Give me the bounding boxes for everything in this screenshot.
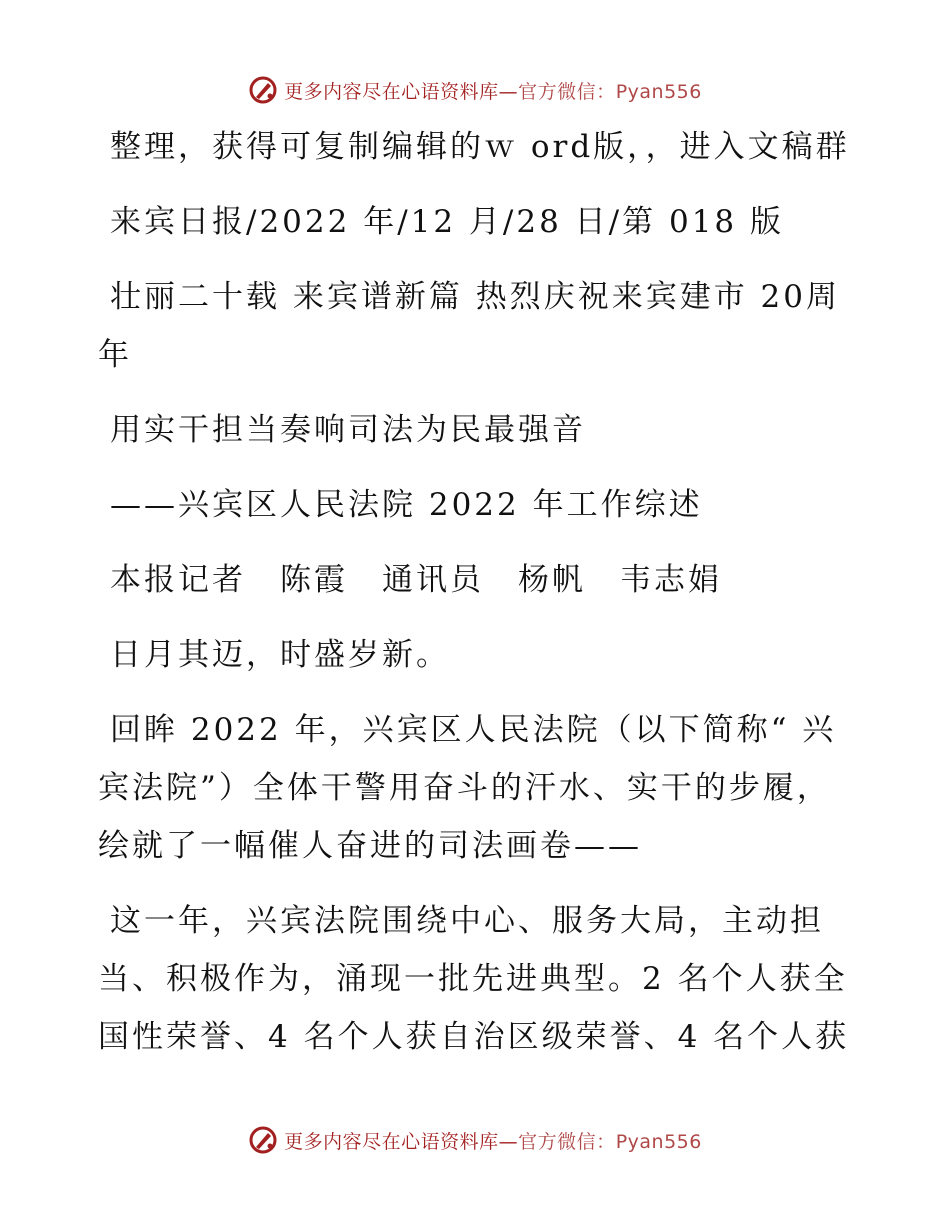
watermark-wechat-id: Pyan556 [615,80,702,103]
paragraph-intro: 整理，获得可复制编辑的ｗ ord版，，进入文稿群 [110,129,850,165]
watermark-wechat-label: 官方微信： [518,1130,616,1153]
paragraph-column-title: 壮丽二十载 来宾谱新篇 热烈庆祝来宾建市 20周年 [98,279,841,373]
document-body [98,118,858,1083]
pen-logo-icon [248,75,278,105]
paragraph-review: 回眸 2022 年，兴宾区人民法院（以下简称“ 兴宾法院”）全体干警用奋斗的汗水、实干的步履，绘就了一幅催人奋进的司法画卷—— [98,712,837,864]
pen-logo-icon [248,1125,278,1155]
paragraph-achievements: 这一年，兴宾法院围绕中心、服务大局，主动担当、积极作为，涌现一批先进典型。2 名个人获全国性荣誉、4 名个人获自治区级荣誉、4 名个人获 [98,903,850,1055]
watermark-wechat-label: 官方微信： [518,80,616,103]
article-title: 用实干担当奏响司法为民最强音 [110,412,586,448]
watermark-header [0,70,950,110]
watermark-footer [0,1120,950,1160]
watermark-main-text: 更多内容尽在心语资料库 [284,1130,499,1153]
article-byline: 本报记者 陈霞 通讯员 杨帆 韦志娟 [110,562,722,598]
paragraph-source: 来宾日报/2022 年/12 月/28 日/第 018 版 [110,204,785,240]
watermark-wechat-id: Pyan556 [615,1130,702,1153]
article-subtitle: ——兴宾区人民法院 2022 年工作综述 [110,487,703,523]
watermark-separator: — [498,1130,519,1153]
paragraph-opening: 日月其迈，时盛岁新。 [110,637,450,673]
watermark-separator: — [498,80,519,103]
watermark-main-text: 更多内容尽在心语资料库 [284,80,499,103]
